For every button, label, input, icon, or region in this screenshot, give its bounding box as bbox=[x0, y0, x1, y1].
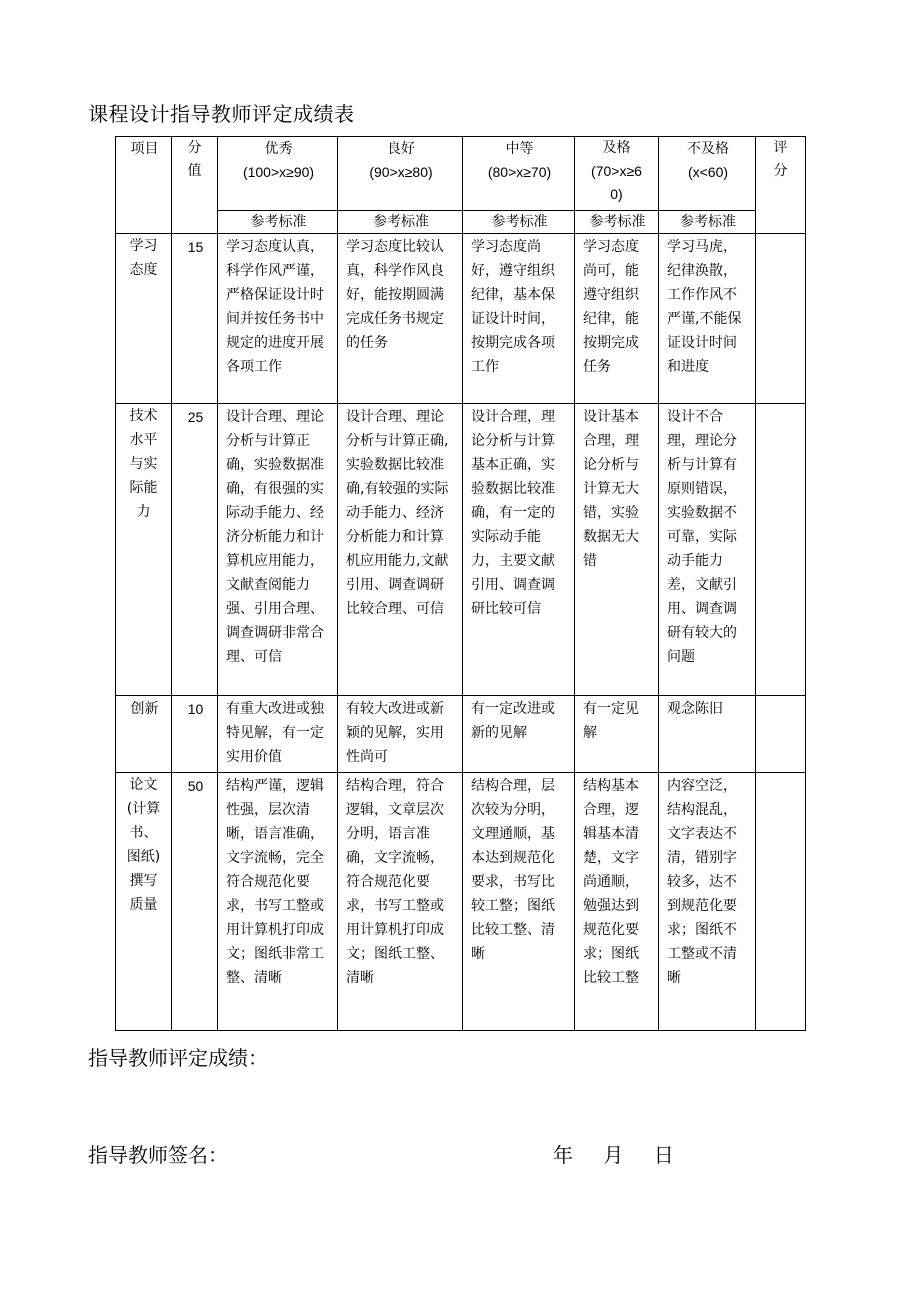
criteria-good: 设计合理、理论分析与计算正确,实验数据比较准确,有较强的实际动手能力、经济分析能力和计算机应用能力,文献引用、调查调研比较合理、可信 bbox=[338, 404, 463, 696]
criteria-good: 有较大改进或新颖的见解，实用性尚可 bbox=[338, 696, 463, 773]
table-row bbox=[116, 773, 806, 1031]
criteria-pass: 设计基本合理，理论分析与计算无大错，实验数据无大错 bbox=[575, 404, 659, 696]
header-item: 项目 bbox=[116, 137, 172, 234]
criteria-fail: 观念陈旧 bbox=[659, 696, 756, 773]
grade-label: 指导教师评定成绩： bbox=[88, 1046, 268, 1070]
criteria-medium: 设计合理，理论分析与计算基本正确，实验数据比较准确，有一定的实际动手能力，主要文献引用、调查调研比较可信 bbox=[463, 404, 575, 696]
criteria-medium: 结构合理，层次较为分明，文理通顺，基本达到规范化要求，书写比较工整；图纸比较工整、清晰 bbox=[463, 773, 575, 1031]
level-name: 中等 bbox=[505, 141, 534, 157]
level-range: (80>x≥70) bbox=[487, 164, 552, 180]
criteria-excellent: 学习态度认真，科学作风严谨，严格保证设计时间并按任务书中规定的进度开展各项工作 bbox=[218, 234, 338, 404]
criteria-pass: 有一定见解 bbox=[575, 696, 659, 773]
criteria-excellent: 结构严谨，逻辑性强，层次清晰，语言准确，文字流畅，完全符合规范化要求，书写工整或用计算机打印成文；图纸非常工整、清晰 bbox=[218, 773, 338, 1031]
header-row bbox=[116, 137, 806, 211]
criteria-medium: 有一定改进或新的见解 bbox=[463, 696, 575, 773]
table-row bbox=[116, 404, 806, 696]
header-score: 分值 bbox=[172, 137, 218, 234]
level-range: (x<60) bbox=[687, 164, 729, 180]
year-label: 年 bbox=[553, 1143, 573, 1167]
criteria-good: 学习态度比较认真，科学作风良好，能按期圆满完成任务书规定的任务 bbox=[338, 234, 463, 404]
level-name: 不及格 bbox=[687, 141, 729, 157]
row-item: 学习态度 bbox=[116, 234, 172, 404]
header-grade: 评分 bbox=[756, 137, 806, 234]
criteria-pass: 结构基本合理，逻辑基本清楚，文字尚通顺，勉强达到规范化要求；图纸比较工整 bbox=[575, 773, 659, 1031]
header-level-fail bbox=[659, 137, 756, 211]
reference-label: 参考标准 bbox=[575, 211, 659, 234]
reference-row bbox=[116, 211, 806, 234]
row-score: 50 bbox=[172, 773, 218, 1031]
criteria-pass: 学习态度尚可，能遵守组织纪律，能按期完成任务 bbox=[575, 234, 659, 404]
month-label: 月 bbox=[603, 1143, 624, 1167]
reference-label: 参考标准 bbox=[218, 211, 338, 234]
page-title: 课程设计指导教师评定成绩表 bbox=[88, 102, 355, 126]
reference-label: 参考标准 bbox=[338, 211, 463, 234]
header-level-pass bbox=[575, 137, 659, 211]
reference-label: 参考标准 bbox=[463, 211, 575, 234]
criteria-medium: 学习态度尚好，遵守组织纪律，基本保证设计时间，按期完成各项工作 bbox=[463, 234, 575, 404]
criteria-fail: 设计不合理，理论分析与计算有原则错误，实验数据不可靠，实际动手能力差，文献引用、调查调研有较大的问题 bbox=[659, 404, 756, 696]
day-label: 日 bbox=[653, 1143, 674, 1167]
header-level-good bbox=[338, 137, 463, 211]
row-score: 15 bbox=[172, 234, 218, 404]
row-score: 25 bbox=[172, 404, 218, 696]
criteria-good: 结构合理，符合逻辑，文章层次分明，语言准确，文字流畅，符合规范化要求，书写工整或用计算机打印成文；图纸工整、清晰 bbox=[338, 773, 463, 1031]
table-row bbox=[116, 234, 806, 404]
table-row bbox=[116, 696, 806, 773]
grade-cell[interactable] bbox=[756, 234, 806, 404]
criteria-excellent: 有重大改进或独特见解，有一定实用价值 bbox=[218, 696, 338, 773]
row-item: 论文(计算书、图纸)撰写质量 bbox=[116, 773, 172, 1031]
level-name: 及格 bbox=[602, 140, 631, 156]
row-item: 技术水平与实际能力 bbox=[116, 404, 172, 696]
criteria-fail: 学习马虎，纪律涣散，工作作风不严谨,不能保证设计时间和进度 bbox=[659, 234, 756, 404]
level-name: 良好 bbox=[387, 141, 415, 157]
reference-label: 参考标准 bbox=[659, 211, 756, 234]
grading-table bbox=[115, 136, 806, 1031]
criteria-fail: 内容空泛，结构混乱，文字表达不清，错别字较多，达不到规范化要求；图纸不工整或不清晰 bbox=[659, 773, 756, 1031]
grade-cell[interactable] bbox=[756, 404, 806, 696]
header-level-excellent bbox=[218, 137, 338, 211]
grade-cell[interactable] bbox=[756, 773, 806, 1031]
level-range: (100>x≥90) bbox=[242, 164, 315, 180]
signature-label: 指导教师签名： bbox=[88, 1143, 228, 1167]
row-item: 创新 bbox=[116, 696, 172, 773]
grade-cell[interactable] bbox=[756, 696, 806, 773]
level-range: (70>x≥60) bbox=[591, 163, 642, 202]
row-score: 10 bbox=[172, 696, 218, 773]
header-level-medium bbox=[463, 137, 575, 211]
criteria-excellent: 设计合理、理论分析与计算正确，实验数据准确，有很强的实际动手能力、经济分析能力和计算机应用能力，文献查阅能力强、引用合理、调查调研非常合理、可信 bbox=[218, 404, 338, 696]
level-name: 优秀 bbox=[264, 141, 293, 157]
level-range: (90>x≥80) bbox=[369, 164, 433, 180]
date-fields bbox=[553, 1139, 698, 1168]
